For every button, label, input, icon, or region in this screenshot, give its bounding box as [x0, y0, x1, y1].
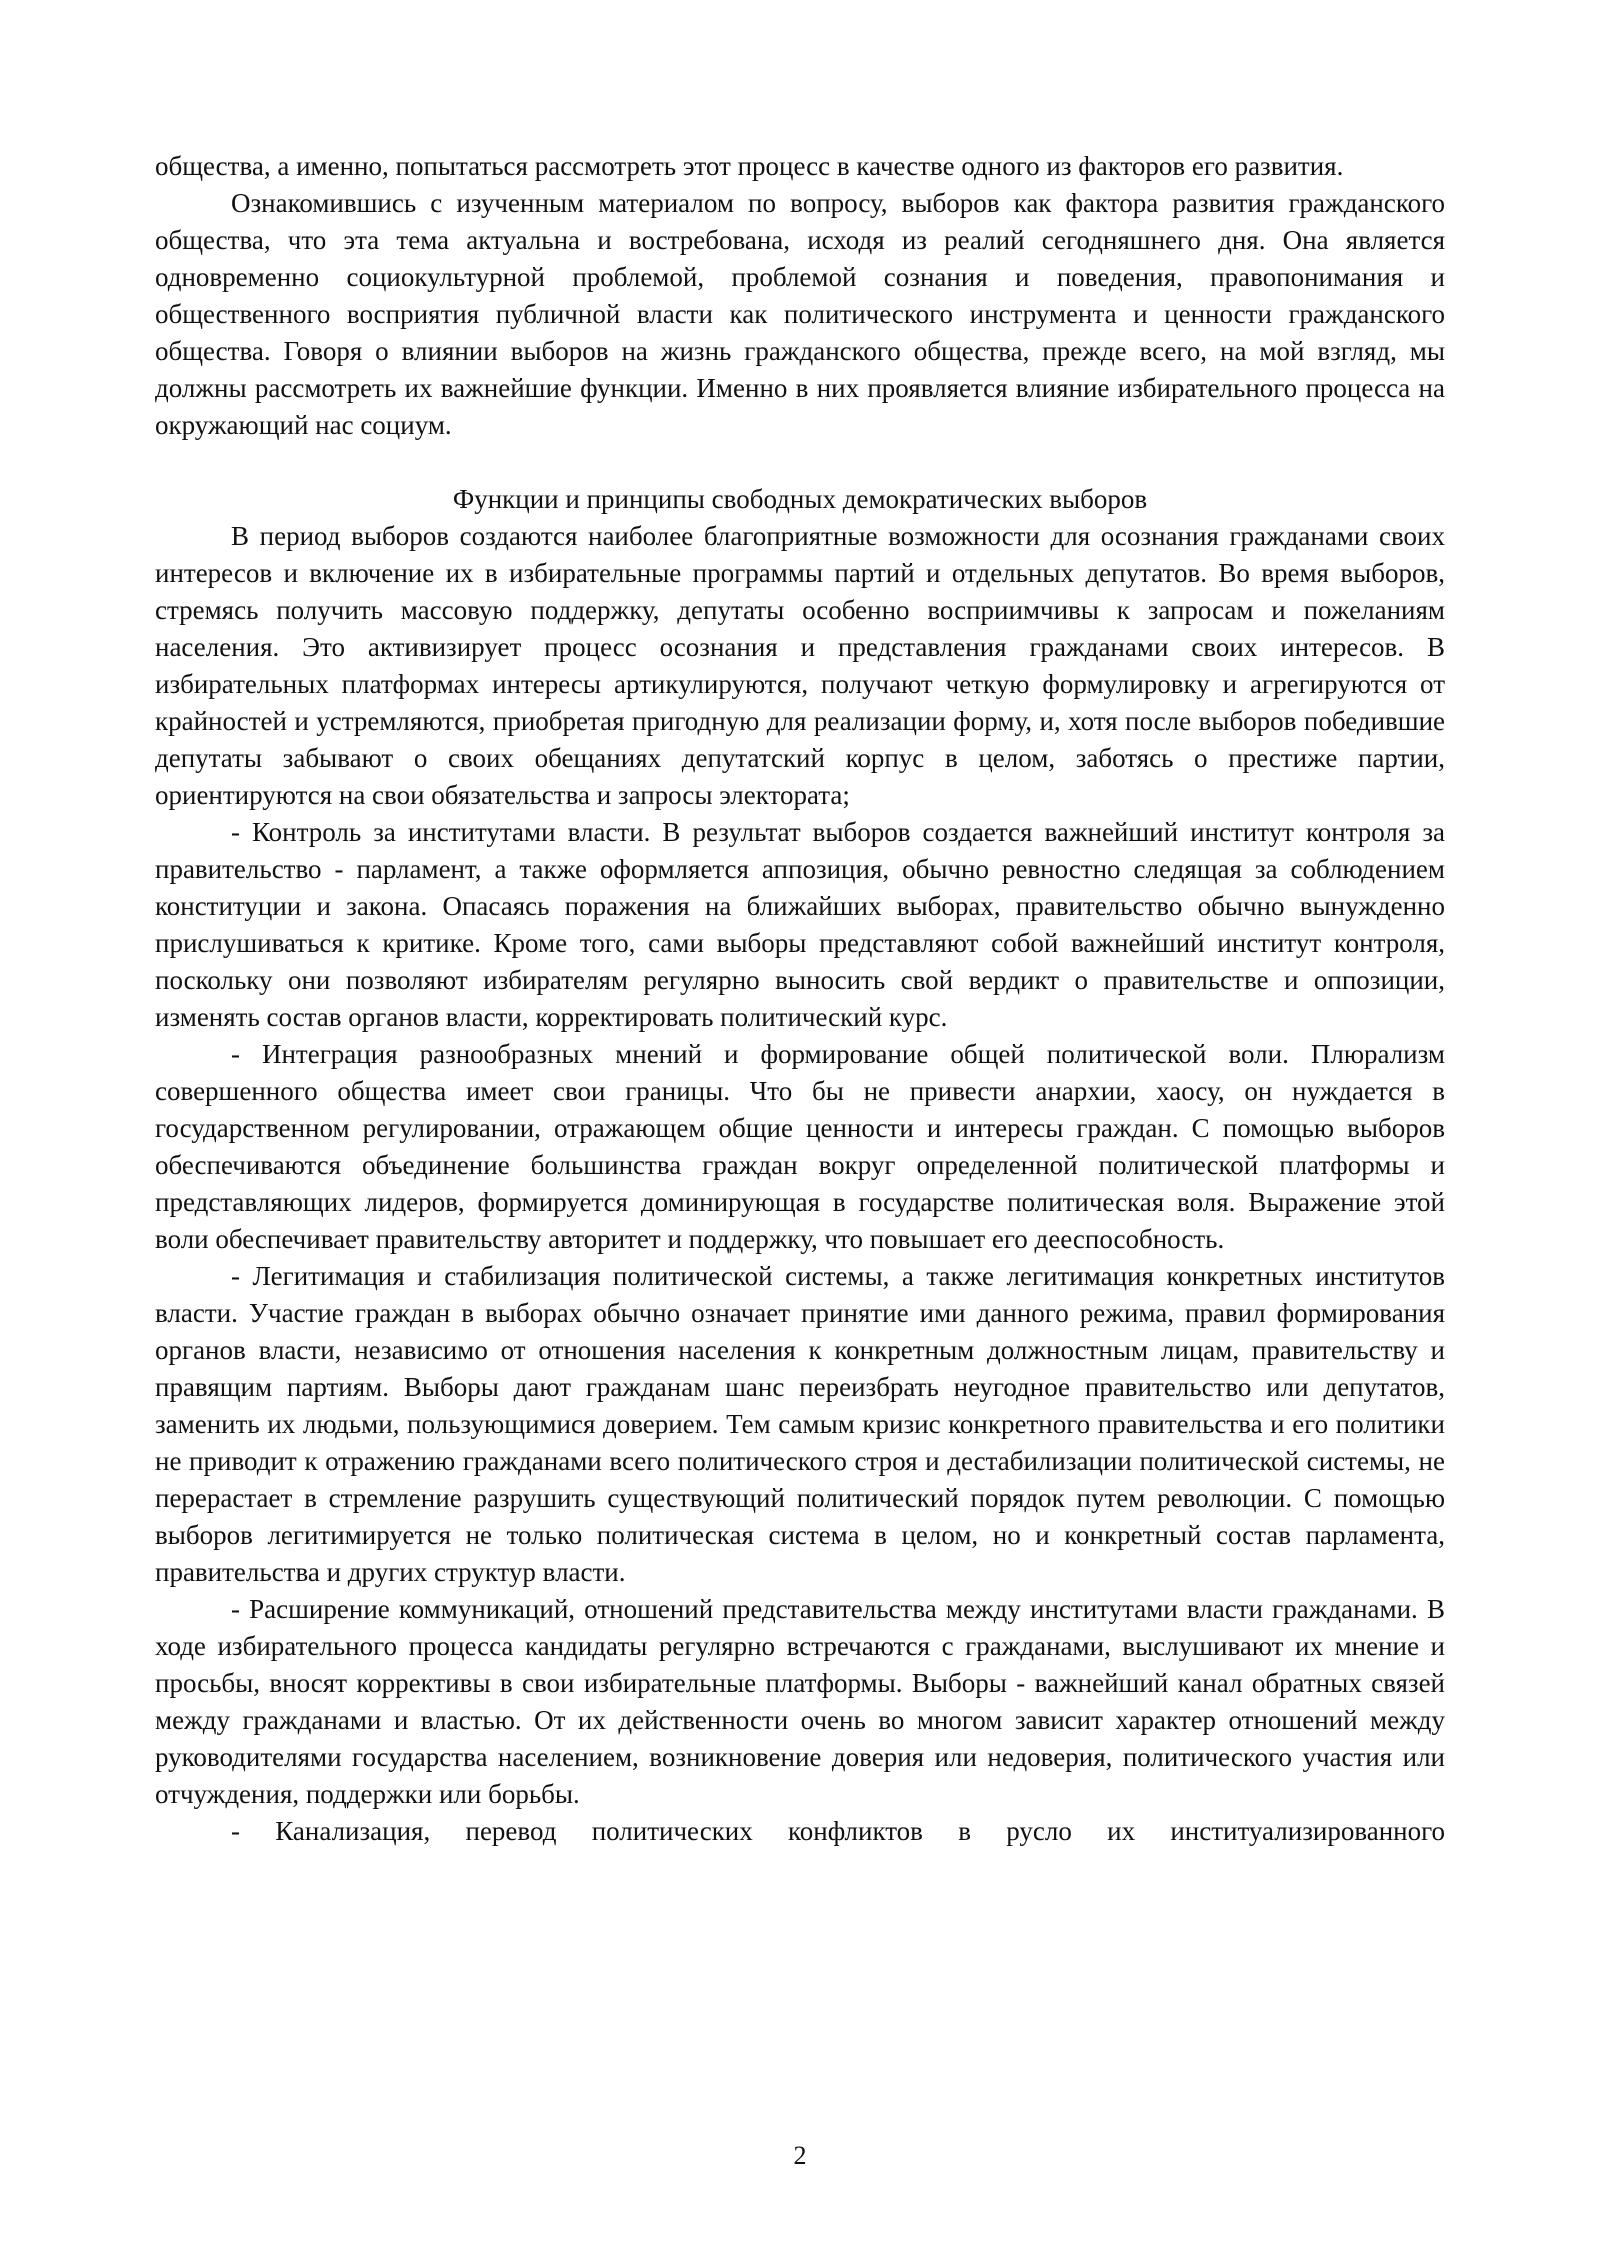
paragraph-canalization-function: - Канализация, перевод политических конфликтов в русло их институализированного	[231, 1816, 1445, 1846]
page-number: 2	[793, 2141, 807, 2170]
paragraph-intro-continuation: общества, а именно, попытаться рассмотреть этот процесс в качестве одного из факторов его развития.	[155, 151, 1344, 181]
paragraph-integration-function: - Интеграция разнообразных мнений и формирование общей политической воли. Плюрализм совершенного общества имеет свои границы. Что бы не привести анархии, хаосу, он нуждается в государственном регулировании, отражающем общие ценности и интересы граждан. С помощью выборов обеспечиваются объединение большинства граждан вокруг определенной политической платформы и представляющих лидеров, формируется доминирующая в государстве политическая воля. Выражение этой воли обеспечивает правительству авторитет и поддержку, что повышает его дееспособность.	[155, 1039, 1445, 1254]
paragraph-interests-function: В период выборов создаются наиболее благоприятные возможности для осознания гражданами своих интересов и включение их в избирательные программы партий и отдельных депутатов. Во время выборов, стремясь получить массовую поддержку, депутаты особенно восприимчивы к запросам и пожеланиям населения. Это активизирует процесс осознания и представления гражданами своих интересов. В избирательных платформах интересы артикулируются, получают четкую формулировку и агрегируются от крайностей и устремляются, приобретая пригодную для реализации форму, и, хотя после выборов победившие депутаты забывают о своих обещаниях депутатский корпус в целом, заботясь о престиже партии, ориентируются на свои обязательства и запросы электората;	[155, 521, 1445, 810]
paragraph-communication-function: - Расширение коммуникаций, отношений представительства между институтами власти гражданами. В ходе избирательного процесса кандидаты регулярно встречаются с гражданами, выслушивают их мнение и просьбы, вносят коррективы в свои избирательные платформы. Выборы - важнейший канал обратных связей между гражданами и властью. От их действенности очень во многом зависит характер отношений между руководителями государства населением, возникновение доверия или недоверия, политического участия или отчуждения, поддержки или борьбы.	[155, 1594, 1445, 1809]
section-heading: Функции и принципы свободных демократических выборов	[452, 484, 1148, 514]
document-page	[155, 148, 1445, 1850]
paragraph-legitimation-function: - Легитимация и стабилизация политической системы, а также легитимация конкретных институтов власти. Участие граждан в выборах обычно означает принятие ими данного режима, правил формирования органов власти, независимо от отношения населения к конкретным должностным лицам, правительству и правящим партиям. Выборы дают гражданам шанс переизбрать неугодное правительство или депутатов, заменить их людьми, пользующимися доверием. Тем самым кризис конкретного правительства и его политики не приводит к отражению гражданами всего политического строя и дестабилизации политической системы, не перерастает в стремление разрушить существующий политический порядок путем революции. С помощью выборов легитимируется не только политическая система в целом, но и конкретный состав парламента, правительства и других структур власти.	[155, 1261, 1445, 1587]
paragraph-control-function: - Контроль за институтами власти. В результат выборов создается важнейший институт контроля за правительство - парламент, а также оформляется аппозиция, обычно ревностно следящая за соблюдением конституции и закона. Опасаясь поражения на ближайших выборах, правительство обычно вынужденно прислушиваться к критике. Кроме того, сами выборы представляют собой важнейший институт контроля, поскольку они позволяют избирателям регулярно выносить свой вердикт о правительстве и оппозиции, изменять состав органов власти, корректировать политический курс.	[155, 817, 1445, 1032]
paragraph-intro-summary: Ознакомившись с изученным материалом по вопросу, выборов как фактора развития гражданского общества, что эта тема актуальна и востребована, исходя из реалий сегодняшнего дня. Она является одновременно социокультурной проблемой, проблемой сознания и поведения, правопонимания и общественного восприятия публичной власти как политического инструмента и ценности гражданского общества. Говоря о влиянии выборов на жизнь гражданского общества, прежде всего, на мой взгляд, мы должны рассмотреть их важнейшие функции. Именно в них проявляется влияние избирательного процесса на окружающий нас социум.	[155, 188, 1445, 440]
